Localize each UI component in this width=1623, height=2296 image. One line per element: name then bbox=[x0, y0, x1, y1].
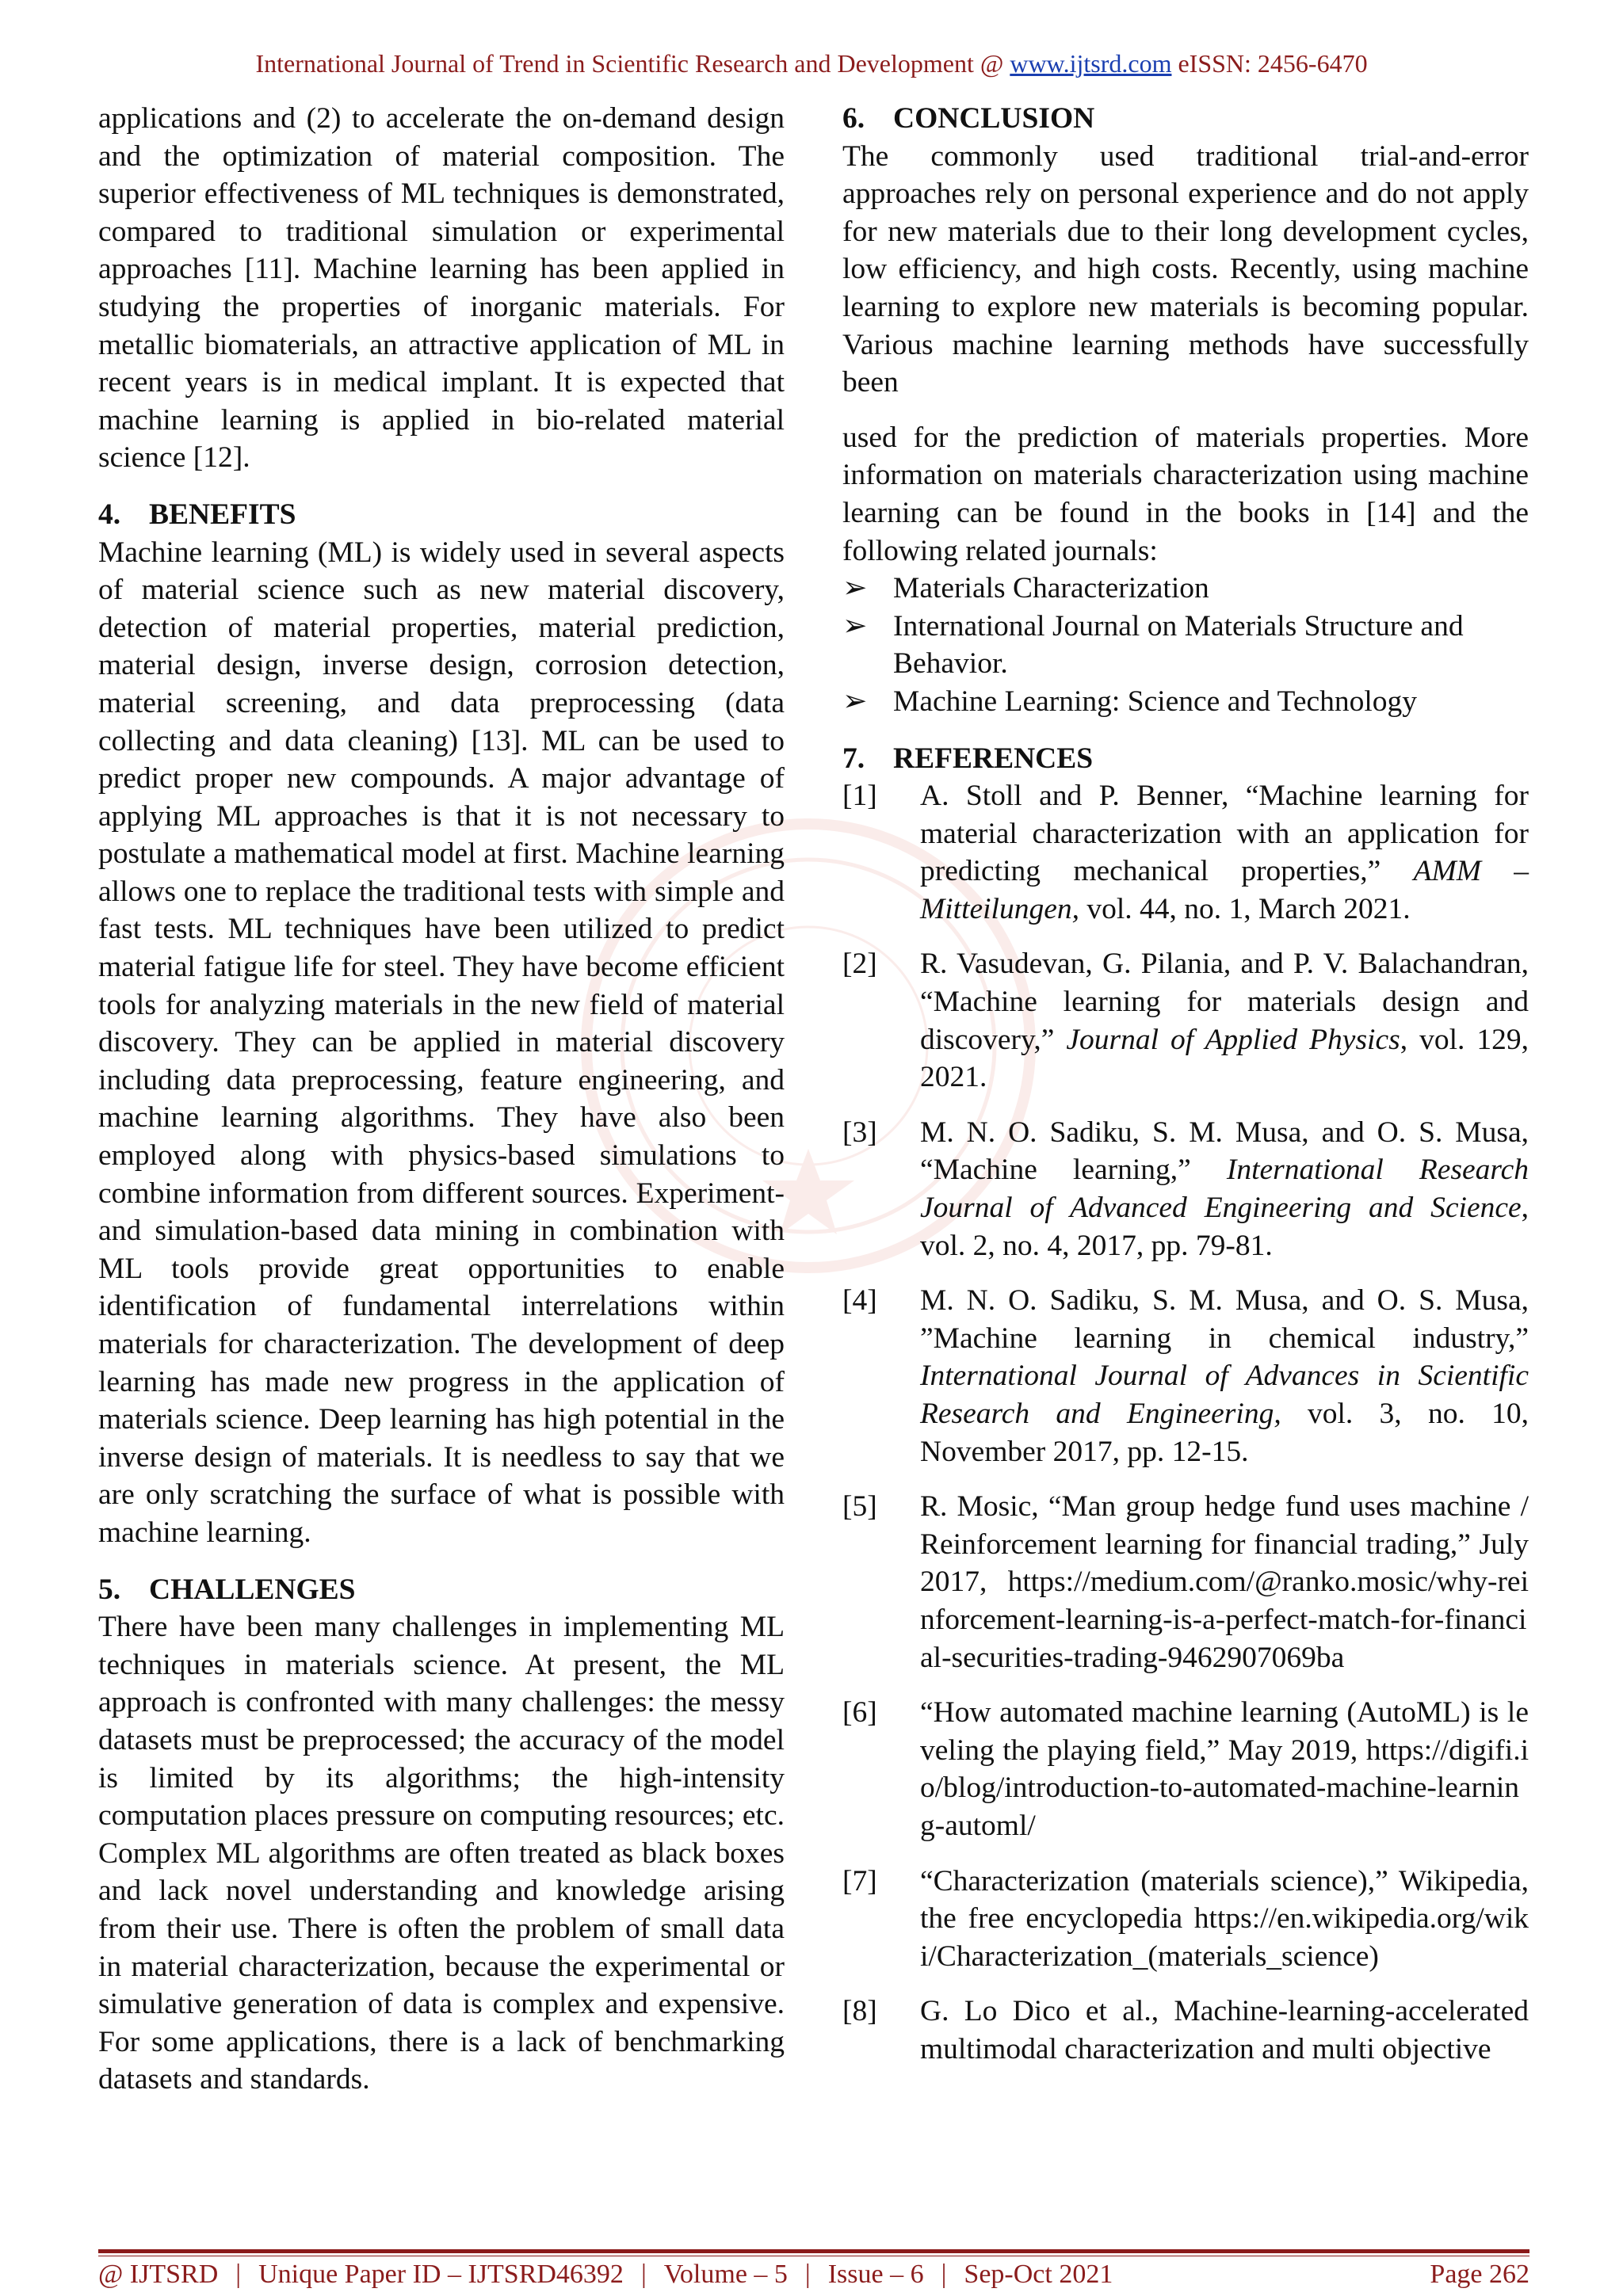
reference-list bbox=[842, 777, 1529, 2068]
list-item bbox=[842, 608, 1529, 683]
conclusion-paragraph-1: The commonly used traditional trial-and-error approaches rely on personal experience and do not apply for new materials due to their long development cycles, low efficiency, and high costs. Recently, using machine learning to explore new materials is becoming popular. Various machine learning methods have successfully been bbox=[842, 139, 1529, 399]
footer-date: Sep-Oct 2021 bbox=[964, 2260, 1113, 2289]
footer-issue: Issue – 6 bbox=[827, 2260, 924, 2289]
reference-details: , vol. 129, 2021. bbox=[920, 1023, 1529, 1094]
reference-number: [6] bbox=[842, 1696, 877, 1730]
reference-text: M. N. O. Sadiku, S. M. Musa, and O. S. Musa, “Machine learning,” bbox=[920, 1116, 1529, 1187]
reference-text: G. Lo Dico et al., Machine-learning-accelerated multimodal characterization and multi objective bbox=[920, 1995, 1529, 2065]
reference-item bbox=[842, 1863, 1529, 1976]
section-number: 5. bbox=[98, 1573, 121, 1606]
list-item bbox=[842, 683, 1529, 721]
arrow-bullet-icon: ➢ bbox=[842, 685, 868, 718]
list-item-text: Materials Characterization bbox=[893, 572, 1209, 605]
left-column bbox=[98, 100, 785, 2099]
intro-paragraph: applications and (2) to accelerate the on-demand design and the optimization of material composition. The superior effectiveness of ML techniques is demonstrated, compared to traditional simulation or experimental approaches [11]. Machine learning has been applied in studying the properties of inorganic materials. For metallic biomaterials, an attractive application of ML in recent years is in medical implant. It is expected that machine learning is applied in bio-related material science [12]. bbox=[98, 102, 785, 475]
section-number: 7. bbox=[842, 742, 865, 775]
section-title: BENEFITS bbox=[149, 498, 296, 531]
reference-text: R. Mosic, “Man group hedge fund uses machine / Reinforcement learning for financial trading,” July 2017, https://medium.com/@ranko.mosic/why-reinforcement-learning-is-a-perfect-match-for-financial-securities-trading-9462907069ba bbox=[920, 1490, 1529, 1674]
reference-item bbox=[842, 1993, 1529, 2068]
reference-venue: Journal of Applied Physics bbox=[1066, 1023, 1400, 1056]
section-title: CHALLENGES bbox=[149, 1573, 356, 1606]
footer-page-number: Page 262 bbox=[1430, 2260, 1529, 2289]
reference-item bbox=[842, 1488, 1529, 1676]
footer-separator: | bbox=[640, 2260, 647, 2289]
reference-venue: AMM – Mitteilungen, bbox=[920, 855, 1529, 925]
reference-item bbox=[842, 1114, 1529, 1264]
reference-item bbox=[842, 1694, 1529, 1844]
reference-text: M. N. O. Sadiku, S. M. Musa, and O. S. Musa, ”Machine learning in chemical industry,” bbox=[920, 1284, 1529, 1355]
reference-venue: International Journal of Advances in Scientific Research and Engineering, bbox=[920, 1360, 1529, 1430]
journal-bullet-list bbox=[842, 570, 1529, 720]
reference-number: [1] bbox=[842, 780, 877, 813]
right-column bbox=[842, 100, 1529, 2086]
arrow-bullet-icon: ➢ bbox=[842, 609, 868, 643]
section-title: REFERENCES bbox=[893, 742, 1094, 775]
running-footer bbox=[98, 2260, 1529, 2290]
footer-separator: | bbox=[235, 2260, 242, 2289]
reference-details: vol. 3, no. 10, November 2017, pp. 12-15. bbox=[920, 1398, 1529, 1468]
footer-journal: @ IJTSRD bbox=[98, 2260, 219, 2289]
section-heading-benefits bbox=[98, 496, 785, 534]
reference-item bbox=[842, 777, 1529, 928]
reference-details: vol. 44, no. 1, March 2021. bbox=[1079, 892, 1411, 925]
footer-separator: | bbox=[804, 2260, 811, 2289]
section-number: 6. bbox=[842, 102, 865, 135]
conclusion-paragraph-2: used for the prediction of materials properties. More information on materials characterization using machine learning can be found in the books in [14] and the following related journals: bbox=[842, 421, 1529, 567]
reference-number: [2] bbox=[842, 948, 877, 981]
reference-number: [3] bbox=[842, 1116, 877, 1149]
reference-number: [4] bbox=[842, 1284, 877, 1318]
reference-text: R. Vasudevan, G. Pilania, and P. V. Balachandran, “Machine learning for materials design and discovery,” bbox=[920, 948, 1529, 1056]
list-item-text: International Journal on Materials Structure and Behavior. bbox=[893, 609, 1464, 681]
reference-details: , vol. 2, no. 4, 2017, pp. 79-81. bbox=[920, 1192, 1529, 1262]
section-heading-challenges bbox=[98, 1571, 785, 1609]
benefits-paragraph: Machine learning (ML) is widely used in several aspects of material science such as new material discovery, detection of material properties, material prediction, material design, inverse design, corrosion detection, material screening, and data preprocessing (data collecting and data cleaning) [13]. ML can be used to predict proper new compounds. A major advantage of applying ML approaches is that it is not necessary to postulate a mathematical model at first. Machine learning allows one to replace the traditional tests with simple and fast tests. ML techniques have been utilized to predict material fatigue life for steel. They have become efficient tools for analyzing materials in the new field of material discovery. They can be applied in material discovery including data preprocessing, feature engineering, and machine learning algorithms. They have also been employed along with physics-based simulations to combine information from different sources. Experiment- and simulation-based data mining in combination with ML tools provide great opportunities to enable identification of fundamental interrelations within materials for characterization. The development of deep learning has made new progress in the application of materials science. Deep learning has high potential in the inverse design of materials. It is needless to say that we are only scratching the surface of what is possible with machine learning. bbox=[98, 536, 785, 1549]
running-header bbox=[0, 49, 1623, 78]
reference-venue: International Research Journal of Advanced Engineering and Science bbox=[920, 1154, 1529, 1225]
challenges-paragraph: There have been many challenges in implementing ML techniques in materials science. At present, the ML approach is confronted with many challenges: the messy datasets must be preprocessed; the accuracy of the model is limited by its algorithms; the high-intensity computation places pressure on computing resources; etc. Complex ML algorithms are often treated as black boxes and lack novel understanding and knowledge arising from their use. There is often the problem of small data in material characterization, because the experimental or simulative generation of data is complex and expensive. For some applications, there is a lack of benchmarking datasets and standards. bbox=[98, 1611, 785, 2096]
reference-item bbox=[842, 1282, 1529, 1470]
footer-volume: Volume – 5 bbox=[663, 2260, 788, 2289]
reference-number: [8] bbox=[842, 1995, 877, 2028]
header-suffix: eISSN: 2456-6470 bbox=[1171, 49, 1368, 78]
arrow-bullet-icon: ➢ bbox=[842, 572, 868, 605]
section-title: CONCLUSION bbox=[893, 102, 1095, 135]
reference-number: [7] bbox=[842, 1864, 877, 1897]
section-number: 4. bbox=[98, 498, 121, 531]
reference-text: “Characterization (materials science),” Wikipedia, the free encyclopedia https://en.wikipedia.org/wiki/Characterization_(materials_science) bbox=[920, 1864, 1529, 1973]
reference-text: “How automated machine learning (AutoML) is leveling the playing field,” May 2019, https://digifi.io/blog/introduction-to-automated-machine-learning-automl/ bbox=[920, 1696, 1529, 1842]
footer-separator: | bbox=[941, 2260, 947, 2289]
paragraph-gap bbox=[842, 402, 1529, 419]
reference-item bbox=[842, 945, 1529, 1096]
section-heading-references bbox=[842, 740, 1529, 778]
list-item-text: Machine Learning: Science and Technology bbox=[893, 685, 1418, 718]
section-heading-conclusion bbox=[842, 100, 1529, 138]
footer-paper-id: Unique Paper ID – IJTSRD46392 bbox=[258, 2260, 624, 2289]
reference-number: [5] bbox=[842, 1490, 877, 1524]
reference-text: A. Stoll and P. Benner, “Machine learning for material characterization with an application for predicting mechanical properties,” bbox=[920, 780, 1529, 888]
list-item bbox=[842, 570, 1529, 608]
footer-rule-thick bbox=[98, 2249, 1529, 2253]
header-prefix: International Journal of Trend in Scientific Research and Development @ bbox=[255, 49, 1010, 78]
journal-url-link[interactable]: www.ijtsrd.com bbox=[1010, 49, 1172, 78]
